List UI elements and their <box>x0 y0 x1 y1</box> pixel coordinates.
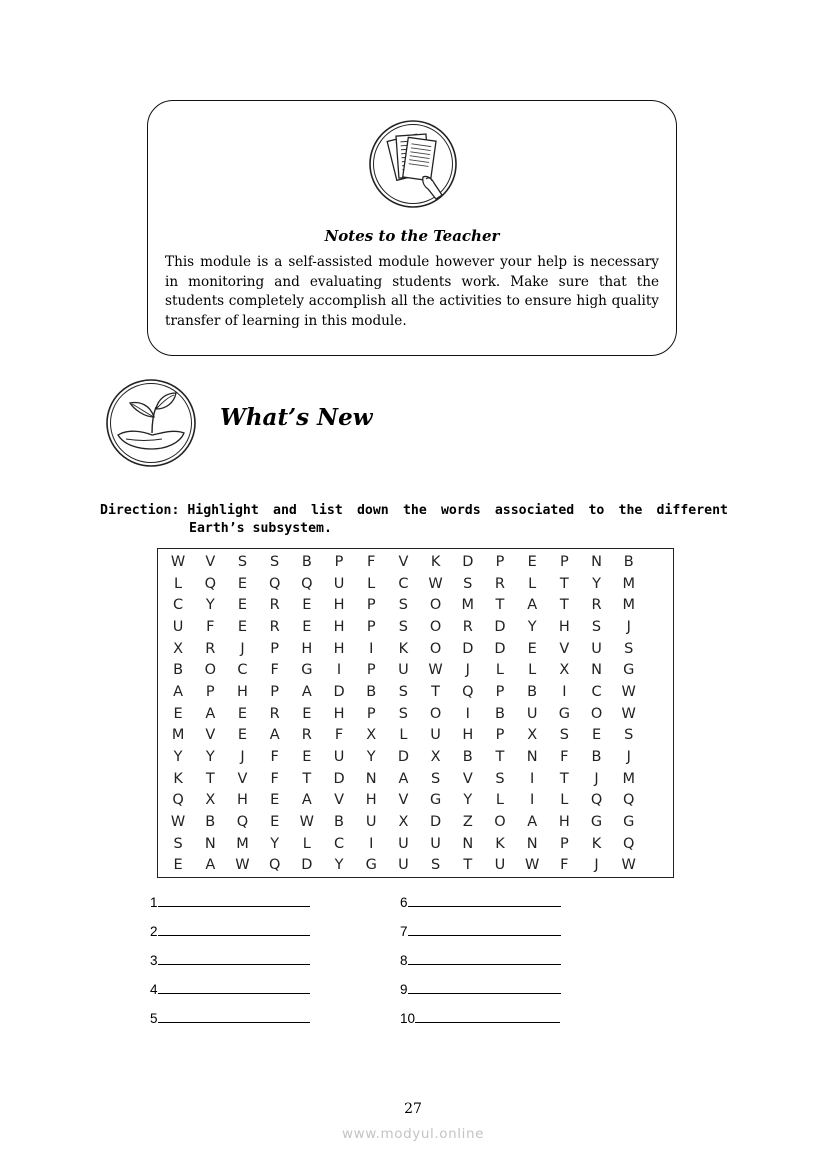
notes-to-teacher-box <box>147 100 677 356</box>
grid-letter[interactable]: F <box>367 553 376 570</box>
grid-letter[interactable]: D <box>462 553 474 570</box>
grid-letter[interactable]: B <box>494 705 505 722</box>
grid-letter[interactable]: S <box>430 770 441 787</box>
word-search-grid <box>157 548 674 878</box>
answer-line[interactable] <box>400 981 561 997</box>
grid-letter[interactable]: R <box>591 597 602 614</box>
grid-letter[interactable]: Y <box>173 749 183 766</box>
grid-letter[interactable]: S <box>430 857 441 874</box>
grid-letter[interactable]: J <box>626 749 631 766</box>
grid-letter[interactable]: B <box>366 683 377 700</box>
grid-letter[interactable]: E <box>237 597 248 614</box>
grid-letter[interactable]: F <box>270 749 279 766</box>
grid-letter[interactable]: W <box>524 857 540 874</box>
grid-letter[interactable]: P <box>366 662 376 679</box>
grid-letter[interactable]: T <box>431 683 441 700</box>
answer-number: 1 <box>150 895 158 910</box>
grid-letter[interactable]: W <box>621 857 636 874</box>
grid-letter[interactable]: U <box>398 662 409 679</box>
grid-letter[interactable]: Y <box>205 597 215 614</box>
notes-body: This module is a self-assisted module however your help is necessary in monitoring and evaluating students work. Make sure that the students completely accomplish all the activities to ensure high quality transfer of learning in this module. <box>165 254 659 329</box>
grid-letter[interactable]: E <box>237 705 248 722</box>
grid-letter[interactable]: Q <box>301 575 313 592</box>
answer-number: 10 <box>400 1011 416 1026</box>
grid-row <box>162 594 645 616</box>
grid-letter[interactable]: B <box>591 749 602 766</box>
grid-letter[interactable]: D <box>430 814 442 831</box>
answer-number: 9 <box>400 982 408 997</box>
grid-letter[interactable]: M <box>461 597 475 614</box>
grid-letter[interactable]: G <box>623 662 635 679</box>
grid-letter[interactable]: Y <box>366 749 376 766</box>
grid-letter[interactable]: P <box>559 835 569 852</box>
grid-letter[interactable]: R <box>269 618 280 635</box>
answer-line[interactable] <box>150 894 310 910</box>
grid-letter[interactable]: H <box>558 814 570 831</box>
grid-letter[interactable]: X <box>398 814 409 831</box>
grid-letter[interactable]: D <box>333 770 345 787</box>
grid-letter[interactable]: K <box>398 640 409 657</box>
grid-letter[interactable]: H <box>333 597 345 614</box>
grid-letter[interactable]: R <box>205 640 216 657</box>
grid-letter[interactable]: I <box>530 770 535 787</box>
grid-letter[interactable]: J <box>594 857 599 874</box>
grid-letter[interactable]: F <box>334 727 344 744</box>
grid-letter[interactable]: S <box>237 553 248 570</box>
grid-letter[interactable]: D <box>333 683 345 700</box>
grid-letter[interactable]: J <box>465 662 470 679</box>
grid-letter[interactable]: W <box>170 814 186 831</box>
grid-letter[interactable]: P <box>366 705 376 722</box>
grid-letter[interactable]: M <box>236 835 249 852</box>
grid-letter[interactable]: V <box>559 640 570 657</box>
answer-number: 8 <box>400 953 408 968</box>
grid-letter[interactable]: P <box>270 683 280 700</box>
grid-letter[interactable]: D <box>301 857 313 874</box>
grid-letter[interactable]: S <box>398 597 409 614</box>
grid-letter[interactable]: W <box>428 575 443 592</box>
grid-letter[interactable]: C <box>173 597 184 614</box>
grid-letter[interactable]: A <box>269 727 280 744</box>
grid-letter[interactable]: S <box>624 727 634 744</box>
grid-row <box>162 551 645 573</box>
section-title: What’s New <box>220 404 373 431</box>
grid-letter[interactable]: U <box>398 835 409 852</box>
grid-letter[interactable]: U <box>333 749 345 766</box>
grid-letter[interactable]: T <box>463 857 473 874</box>
grid-letter[interactable]: L <box>174 575 183 592</box>
direction-label: Direction: <box>100 503 180 518</box>
grid-row <box>162 833 645 855</box>
answer-line[interactable] <box>150 1010 310 1026</box>
grid-letter[interactable]: J <box>626 618 631 635</box>
grid-letter[interactable]: Q <box>462 683 474 700</box>
grid-letter[interactable]: W <box>235 857 250 874</box>
grid-letter[interactable]: Y <box>527 618 537 635</box>
grid-letter[interactable]: S <box>398 705 409 722</box>
grid-letter[interactable]: P <box>366 618 376 635</box>
grid-letter[interactable]: P <box>495 553 505 570</box>
grid-letter[interactable]: N <box>526 835 538 852</box>
grid-letter[interactable]: H <box>333 640 345 657</box>
grid-row <box>162 746 645 768</box>
grid-letter[interactable]: Z <box>462 814 473 831</box>
answer-line[interactable] <box>150 981 310 997</box>
grid-letter[interactable]: B <box>462 749 473 766</box>
grid-letter[interactable]: Y <box>205 749 215 766</box>
grid-letter[interactable]: O <box>494 814 506 831</box>
grid-letter[interactable]: F <box>206 618 215 635</box>
grid-letter[interactable]: A <box>173 683 184 700</box>
grid-letter[interactable]: T <box>495 597 505 614</box>
direction-text <box>100 502 728 538</box>
grid-letter[interactable]: J <box>240 749 245 766</box>
grid-letter[interactable]: M <box>622 597 635 614</box>
page-number: 27 <box>404 1101 422 1117</box>
grid-letter[interactable]: P <box>559 553 569 570</box>
grid-letter[interactable]: U <box>526 705 538 722</box>
grid-letter[interactable]: X <box>527 727 538 744</box>
grid-letter[interactable]: S <box>270 553 280 570</box>
grid-row <box>162 573 645 595</box>
grid-letter[interactable]: B <box>527 683 538 700</box>
grid-letter[interactable]: S <box>559 727 569 744</box>
grid-letter[interactable]: F <box>270 770 279 787</box>
grid-letter[interactable]: N <box>204 835 216 852</box>
grid-letter[interactable]: B <box>334 814 344 831</box>
answer-line[interactable] <box>400 1010 560 1026</box>
grid-letter[interactable]: U <box>591 640 602 657</box>
grid-letter[interactable]: N <box>365 770 377 787</box>
documents-hand-icon <box>368 119 458 209</box>
grid-letter[interactable]: D <box>494 618 506 635</box>
answer-blank[interactable] <box>408 981 561 994</box>
grid-letter[interactable]: G <box>429 792 442 809</box>
grid-letter[interactable]: F <box>560 749 569 766</box>
grid-letter[interactable]: E <box>270 792 280 809</box>
grid-letter[interactable]: Y <box>270 835 280 852</box>
grid-row <box>162 703 645 725</box>
grid-letter[interactable]: R <box>269 705 280 722</box>
grid-letter[interactable]: Q <box>268 575 281 592</box>
grid-letter[interactable]: E <box>237 618 248 635</box>
grid-letter[interactable]: E <box>302 705 312 722</box>
grid-letter[interactable]: I <box>336 662 342 679</box>
grid-letter[interactable]: O <box>429 618 442 635</box>
answer-blank[interactable] <box>408 894 561 907</box>
grid-letter[interactable]: S <box>398 618 409 635</box>
grid-letter[interactable]: Q <box>172 792 184 809</box>
grid-letter[interactable]: N <box>526 749 538 766</box>
grid-letter[interactable]: K <box>430 553 441 570</box>
grid-letter[interactable]: L <box>367 575 376 592</box>
grid-letter[interactable]: K <box>591 835 602 852</box>
grid-letter[interactable]: V <box>398 792 409 809</box>
grid-letter[interactable]: L <box>528 575 537 592</box>
grid-letter[interactable]: Q <box>236 814 249 831</box>
grid-letter[interactable]: C <box>591 683 602 700</box>
grid-letter[interactable]: E <box>302 618 312 635</box>
grid-letter[interactable]: U <box>430 727 441 744</box>
answer-number: 7 <box>400 924 408 939</box>
grid-row <box>162 638 645 660</box>
grid-letter[interactable]: S <box>398 683 409 700</box>
grid-letter[interactable]: Q <box>623 835 635 852</box>
grid-letter[interactable]: F <box>560 857 569 874</box>
grid-letter[interactable]: G <box>590 814 603 831</box>
grid-letter[interactable]: B <box>301 553 312 570</box>
grid-letter[interactable]: H <box>333 618 345 635</box>
direction-line-1: Highlight and list down the words associated to the different <box>187 503 728 518</box>
grid-letter[interactable]: B <box>205 814 216 831</box>
grid-letter[interactable]: I <box>530 792 535 809</box>
grid-letter[interactable]: E <box>591 727 602 744</box>
grid-letter[interactable]: W <box>621 683 636 700</box>
grid-letter[interactable]: W <box>170 553 186 570</box>
grid-row <box>162 790 645 812</box>
grid-letter[interactable]: T <box>495 749 505 766</box>
grid-letter[interactable]: X <box>559 662 570 679</box>
grid-letter[interactable]: A <box>205 705 216 722</box>
answer-blank[interactable] <box>158 894 310 907</box>
answer-blank[interactable] <box>158 1010 310 1023</box>
grid-letter[interactable]: E <box>302 749 312 766</box>
grid-letter[interactable]: I <box>369 835 374 852</box>
grid-letter[interactable]: N <box>462 835 474 852</box>
grid-letter[interactable]: X <box>205 792 216 809</box>
grid-row <box>162 681 645 703</box>
grid-letter[interactable]: X <box>173 640 184 657</box>
grid-letter[interactable]: H <box>558 618 570 635</box>
grid-letter[interactable]: G <box>623 814 635 831</box>
plant-in-hand-icon <box>104 377 198 469</box>
grid-letter[interactable]: W <box>299 814 315 831</box>
grid-letter[interactable]: E <box>173 705 183 722</box>
grid-row <box>162 768 645 790</box>
grid-letter[interactable]: P <box>270 640 280 657</box>
grid-letter[interactable]: W <box>428 662 443 679</box>
grid-letter[interactable]: P <box>334 553 344 570</box>
answer-blank[interactable] <box>158 952 310 965</box>
grid-letter[interactable]: P <box>495 683 505 700</box>
grid-letter[interactable]: K <box>173 770 183 787</box>
grid-letter[interactable]: P <box>495 727 505 744</box>
answer-line[interactable] <box>400 923 561 939</box>
answer-line[interactable] <box>150 923 310 939</box>
grid-letter[interactable]: S <box>591 618 602 635</box>
grid-letter[interactable]: H <box>237 792 248 809</box>
grid-letter[interactable]: D <box>397 749 409 766</box>
grid-row <box>162 855 645 877</box>
grid-letter[interactable]: X <box>430 749 441 766</box>
grid-letter[interactable]: W <box>621 705 636 722</box>
grid-letter[interactable]: A <box>527 814 538 831</box>
grid-letter[interactable]: B <box>623 553 634 570</box>
grid-letter[interactable]: L <box>495 662 505 679</box>
grid-letter[interactable]: D <box>462 640 474 657</box>
grid-letter[interactable]: U <box>333 575 345 592</box>
grid-row <box>162 616 645 638</box>
grid-letter[interactable]: H <box>237 683 248 700</box>
grid-letter[interactable]: J <box>594 770 599 787</box>
grid-letter[interactable]: V <box>398 553 409 570</box>
grid-letter[interactable]: R <box>269 597 280 614</box>
grid-letter[interactable]: M <box>171 727 185 744</box>
grid-letter[interactable]: S <box>463 575 473 592</box>
grid-letter[interactable]: Q <box>204 575 216 592</box>
grid-letter[interactable]: A <box>205 857 216 874</box>
answer-blank[interactable] <box>408 952 561 965</box>
grid-letter[interactable]: R <box>301 727 312 744</box>
grid-letter[interactable]: P <box>366 597 376 614</box>
grid-letter[interactable]: U <box>494 857 506 874</box>
grid-letter[interactable]: J <box>240 640 245 657</box>
answer-number: 6 <box>400 895 408 910</box>
answer-blank[interactable] <box>408 923 561 936</box>
grid-letter[interactable]: E <box>527 553 537 570</box>
grid-letter[interactable]: U <box>430 835 441 852</box>
grid-letter[interactable]: F <box>270 662 279 679</box>
grid-letter[interactable]: H <box>365 792 377 809</box>
grid-letter[interactable]: T <box>559 597 569 614</box>
grid-letter[interactable]: L <box>495 792 505 809</box>
grid-letter[interactable]: V <box>205 553 216 570</box>
grid-letter[interactable]: O <box>429 705 442 722</box>
grid-letter[interactable]: U <box>398 857 409 874</box>
answer-number: 3 <box>150 953 158 968</box>
grid-letter[interactable]: R <box>462 618 473 635</box>
grid-letter[interactable]: H <box>462 727 474 744</box>
grid-letter[interactable]: V <box>205 727 216 744</box>
answer-line[interactable] <box>150 952 310 968</box>
grid-letter[interactable]: T <box>302 770 312 787</box>
grid-letter[interactable]: S <box>624 640 634 657</box>
grid-letter[interactable]: G <box>365 857 377 874</box>
answer-blank[interactable] <box>158 981 310 994</box>
grid-letter[interactable]: U <box>365 814 377 831</box>
grid-letter[interactable]: O <box>429 597 442 614</box>
grid-letter[interactable]: T <box>205 770 215 787</box>
grid-letter[interactable]: I <box>465 705 470 722</box>
grid-letter[interactable]: S <box>495 770 505 787</box>
grid-letter[interactable]: E <box>237 727 248 744</box>
grid-letter[interactable]: T <box>559 770 569 787</box>
grid-letter[interactable]: V <box>237 770 248 787</box>
grid-letter[interactable]: H <box>333 705 345 722</box>
answer-line[interactable] <box>400 952 561 968</box>
grid-letter[interactable]: V <box>462 770 473 787</box>
answer-blank[interactable] <box>158 923 310 936</box>
grid-letter[interactable]: G <box>301 662 313 679</box>
grid-letter[interactable]: Y <box>592 575 601 592</box>
grid-row <box>162 659 645 681</box>
grid-letter[interactable]: E <box>173 857 183 874</box>
grid-letter[interactable]: E <box>527 640 537 657</box>
grid-letter[interactable]: O <box>204 662 216 679</box>
grid-letter[interactable]: C <box>398 575 409 592</box>
grid-letter[interactable]: A <box>398 770 409 787</box>
grid-letter[interactable]: L <box>528 662 537 679</box>
grid-letter[interactable]: A <box>301 792 312 809</box>
grid-letter[interactable]: I <box>369 640 374 657</box>
grid-letter[interactable]: Y <box>334 857 344 874</box>
grid-letter[interactable]: L <box>302 835 311 852</box>
grid-letter[interactable]: E <box>302 597 312 614</box>
grid-row <box>162 725 645 747</box>
grid-letter[interactable]: N <box>591 662 602 679</box>
grid-letter[interactable]: G <box>558 705 570 722</box>
direction-line-2: Earth’s subsystem. <box>189 521 332 536</box>
grid-letter[interactable]: M <box>622 770 635 787</box>
grid-letter[interactable]: O <box>590 705 603 722</box>
grid-letter[interactable]: Q <box>590 792 603 809</box>
notes-title: Notes to the Teacher <box>324 227 500 245</box>
grid-letter[interactable]: P <box>205 683 215 700</box>
grid-letter[interactable]: O <box>429 640 442 657</box>
answer-number: 5 <box>150 1011 158 1026</box>
word-search-table <box>162 551 645 876</box>
answer-number: 2 <box>150 924 158 939</box>
grid-letter[interactable]: R <box>494 575 505 592</box>
grid-letter[interactable]: C <box>237 662 248 679</box>
grid-letter[interactable]: Q <box>623 792 635 809</box>
grid-letter[interactable]: E <box>270 814 280 831</box>
grid-letter[interactable]: E <box>237 575 248 592</box>
grid-letter[interactable]: I <box>562 683 567 700</box>
grid-letter[interactable]: D <box>494 640 506 657</box>
answer-line[interactable] <box>400 894 561 910</box>
grid-letter[interactable]: N <box>591 553 602 570</box>
grid-row <box>162 811 645 833</box>
grid-letter[interactable]: Y <box>463 792 473 809</box>
grid-letter[interactable]: L <box>399 727 408 744</box>
watermark: www.modyul.online <box>341 1126 485 1142</box>
grid-letter[interactable]: V <box>334 792 344 809</box>
grid-letter[interactable]: C <box>333 835 345 852</box>
grid-letter[interactable]: X <box>366 727 377 744</box>
answer-number: 4 <box>150 982 158 997</box>
grid-letter[interactable]: K <box>495 835 505 852</box>
grid-letter[interactable]: L <box>560 792 569 809</box>
grid-letter[interactable]: U <box>172 618 184 635</box>
grid-letter[interactable]: S <box>173 835 183 852</box>
grid-letter[interactable]: A <box>301 683 312 700</box>
grid-letter[interactable]: M <box>622 575 635 592</box>
grid-letter[interactable]: A <box>527 597 538 614</box>
answer-blank[interactable] <box>415 1010 560 1023</box>
grid-letter[interactable]: B <box>173 662 184 679</box>
grid-letter[interactable]: H <box>301 640 313 657</box>
grid-letter[interactable]: T <box>559 575 569 592</box>
grid-letter[interactable]: Q <box>268 857 281 874</box>
